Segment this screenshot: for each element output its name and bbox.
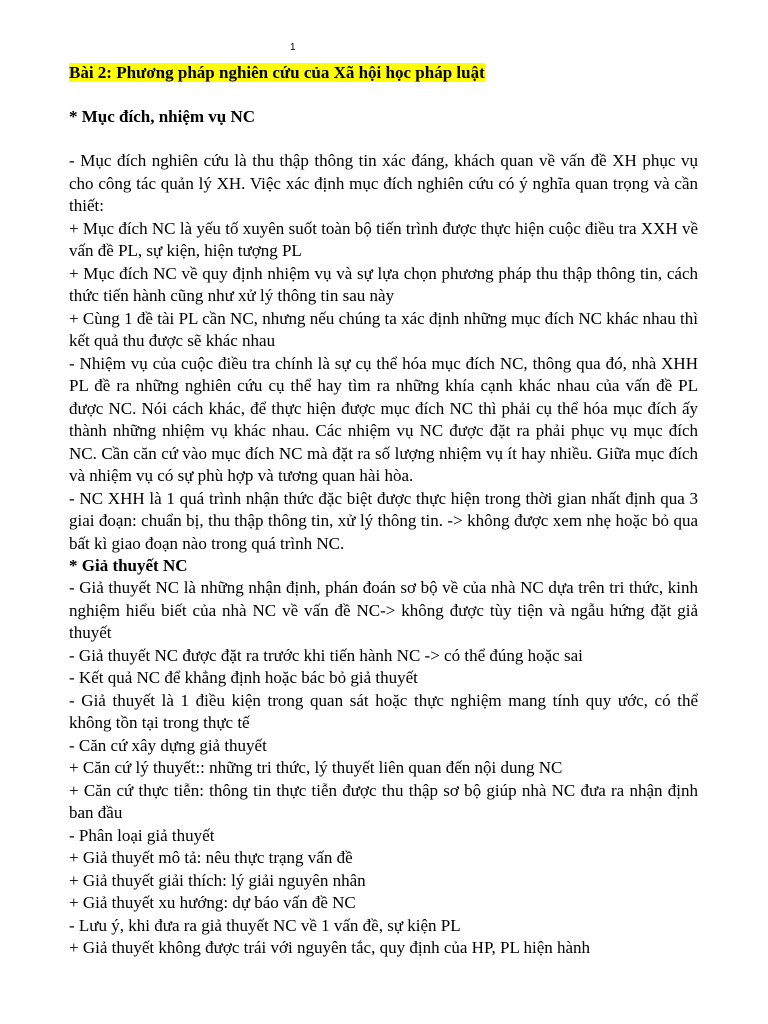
section-heading-hypothesis: * Giả thuyết NC	[69, 556, 188, 575]
page-number: 1	[290, 42, 296, 53]
paragraph: + Giả thuyết giải thích: lý giải nguyên nhân	[69, 870, 366, 890]
paragraph: - Giả thuyết là 1 điều kiện trong quan sát hoặc thực nghiệm mang tính quy ước, có thể không tồn tại trong thực tế	[69, 690, 698, 732]
document-body	[69, 62, 698, 960]
paragraph: - Mục đích nghiên cứu là thu thập thông tin xác đáng, khách quan về vấn đề XH phục vụ cho công tác quản lý XH. Việc xác định mục đích nghiên cứu có ý nghĩa quan trọng và cần thiết:	[69, 151, 698, 215]
paragraph: - Căn cứ xây dựng giả thuyết	[69, 735, 267, 755]
lesson-title	[69, 62, 698, 84]
paragraph: + Căn cứ lý thuyết:: những tri thức, lý thuyết liên quan đến nội dung NC	[69, 758, 563, 777]
paragraph: - Lưu ý, khi đưa ra giả thuyết NC về 1 vấn đề, sự kiện PL	[69, 915, 461, 935]
paragraph: + Căn cứ thực tiễn: thông tin thực tiễn được thu thập sơ bộ giúp nhà NC đưa ra nhận định ban đầu	[69, 780, 698, 822]
paragraph: + Giả thuyết không được trái với nguyên tắc, quy định của HP, PL hiện hành	[69, 938, 591, 957]
lesson-title-highlight: Bài 2: Phương pháp nghiên cứu của Xã hội học pháp luật	[69, 63, 485, 82]
paragraph: + Cùng 1 đề tài PL cần NC, nhưng nếu chúng ta xác định những mục đích NC khác nhau thì kết quả thu được sẽ khác nhau	[69, 308, 698, 350]
paragraph: + Mục đích NC về quy định nhiệm vụ và sự lựa chọn phương pháp thu thập thông tin, cách thức tiến hành cũng như xử lý thông tin sau này	[69, 263, 698, 305]
paragraph: - Kết quả NC để khẳng định hoặc bác bỏ giả thuyết	[69, 668, 418, 687]
section-heading-purpose: * Mục đích, nhiệm vụ NC	[69, 107, 256, 126]
paragraph: - Giả thuyết NC là những nhận định, phán đoán sơ bộ về của nhà NC dựa trên tri thức, kinh nghiệm hiểu biết của nhà NC về vấn đề NC-> không được tùy tiện và ngẫu hứng đặt giả thuyết	[69, 578, 698, 642]
paragraph: + Giả thuyết mô tả: nêu thực trạng vấn đề	[69, 848, 353, 867]
paragraph: + Mục đích NC là yếu tố xuyên suốt toàn bộ tiến trình được thực hiện cuộc điều tra XXH về vấn đề PL, sự kiện, hiện tượng PL	[69, 218, 698, 260]
paragraph: - Nhiệm vụ của cuộc điều tra chính là sự cụ thể hóa mục đích NC, thông qua đó, nhà XHH PL đề ra những nghiên cứu cụ thể hay tìm ra những khía cạnh khác nhau của vấn đề PL được NC. Nói cách khác, để thực hiện được mục đích NC thì phải cụ thể hóa mục đích ấy thành những nhiệm vụ khác nhau. Các nhiệm vụ NC được đặt ra phải phục vụ mục đích NC. Cần căn cứ vào mục đích NC mà đặt ra số lượng nhiệm vụ ít hay nhiều. Giữa mục đích và nhiệm vụ có sự phù hợp và tương quan hài hòa.	[69, 353, 698, 485]
paragraph: + Giả thuyết xu hướng: dự báo vấn đề NC	[69, 893, 356, 912]
paragraph: - Giả thuyết NC được đặt ra trước khi tiến hành NC -> có thể đúng hoặc sai	[69, 645, 583, 665]
paragraph: - NC XHH là 1 quá trình nhận thức đặc biệt được thực hiện trong thời gian nhất định qua 3 giai đoạn: chuẩn bị, thu thập thông tin, xử lý thông tin. -> không được xem nhẹ hoặc bỏ qua bất kì giao đoạn nào trong quá trình NC.	[69, 488, 698, 553]
paragraph: - Phân loại giả thuyết	[69, 825, 215, 845]
